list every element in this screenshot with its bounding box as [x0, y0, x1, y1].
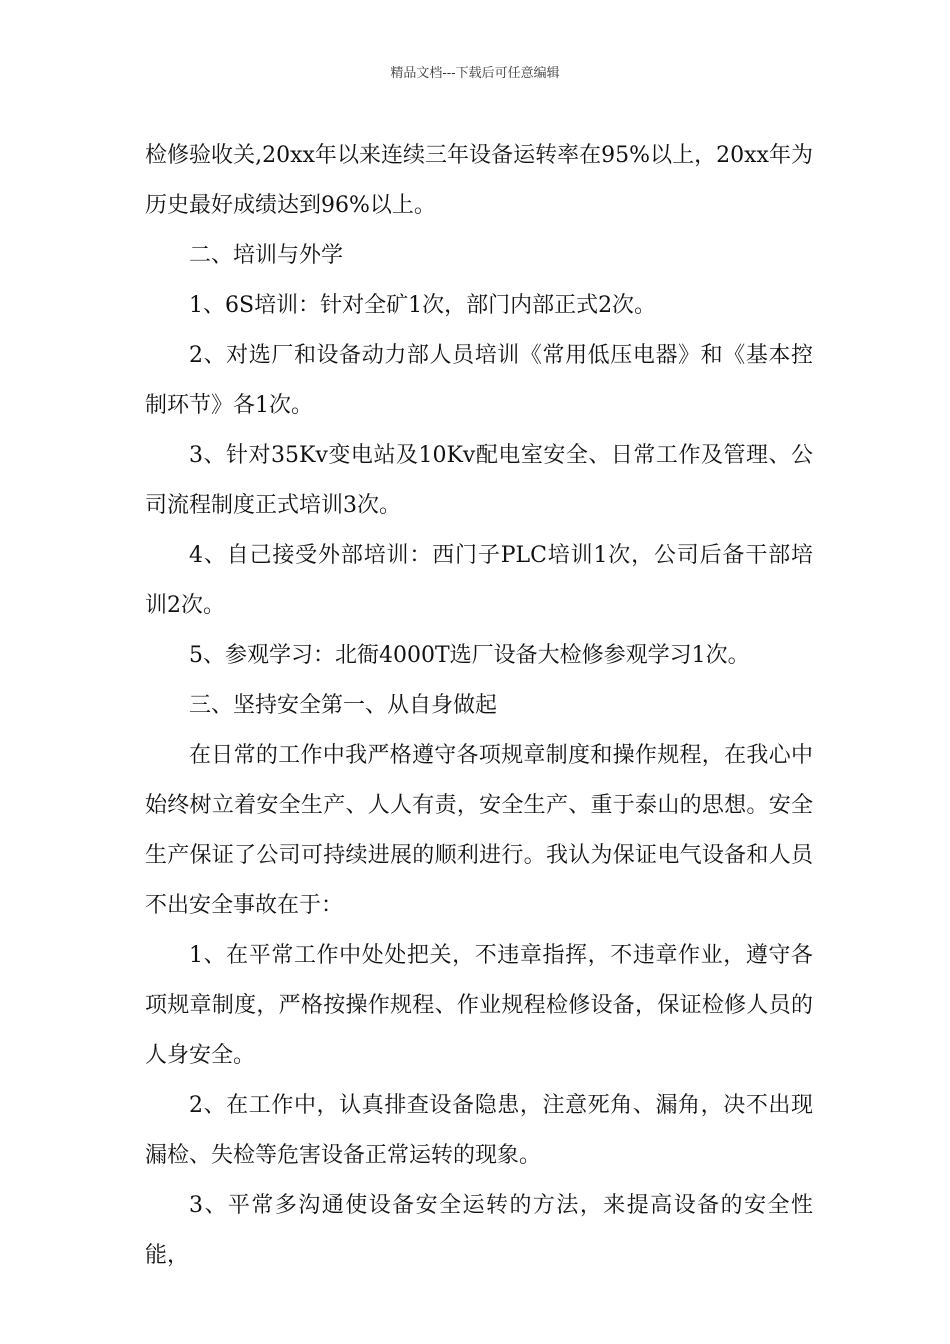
page-header: 精品文档---下载后可任意编辑 [390, 66, 560, 81]
list-item-safety-1: 1、在平常工作中处处把关，不违章指挥，不违章作业，遵守各项规章制度，严格按操作规程、作业规程检修设备，保证检修人员的人身安全。 [145, 943, 813, 1068]
list-item-training-5: 5、参观学习：北衙4000T选厂设备大检修参观学习1次。 [189, 643, 750, 668]
section-heading-safety: 三、坚持安全第一、从自身做起 [189, 693, 498, 718]
list-item-safety-2: 2、在工作中，认真排查设备隐患，注意死角、漏角，决不出现漏检、失检等危害设备正常运转的现象。 [145, 1093, 813, 1168]
list-item-training-2: 2、对选厂和设备动力部人员培训《常用低压电器》和《基本控制环节》各1次。 [145, 343, 813, 418]
list-item-safety-3: 3、平常多沟通使设备安全运转的方法，来提高设备的安全性能， [145, 1193, 813, 1268]
paragraph-safety-intro: 在日常的工作中我严格遵守各项规章制度和操作规程，在我心中始终树立着安全生产、人人有责，安全生产、重于泰山的思想。安全生产保证了公司可持续进展的顺利进行。我认为保证电气设备和人员不出安全事故在于： [145, 743, 813, 918]
paragraph-1: 检修验收关,20xx年以来连续三年设备运转率在95%以上，20xx年为历史最好成绩达到96%以上。 [145, 143, 813, 218]
list-item-training-3: 3、针对35Kv变电站及10Kv配电室安全、日常工作及管理、公司流程制度正式培训3次。 [145, 443, 813, 518]
list-item-training-4: 4、自己接受外部培训：西门子PLC培训1次，公司后备干部培训2次。 [145, 543, 813, 618]
section-heading-training: 二、培训与外学 [189, 243, 344, 268]
document-body [145, 131, 813, 1281]
list-item-training-1: 1、6S培训：针对全矿1次，部门内部正式2次。 [189, 293, 657, 318]
